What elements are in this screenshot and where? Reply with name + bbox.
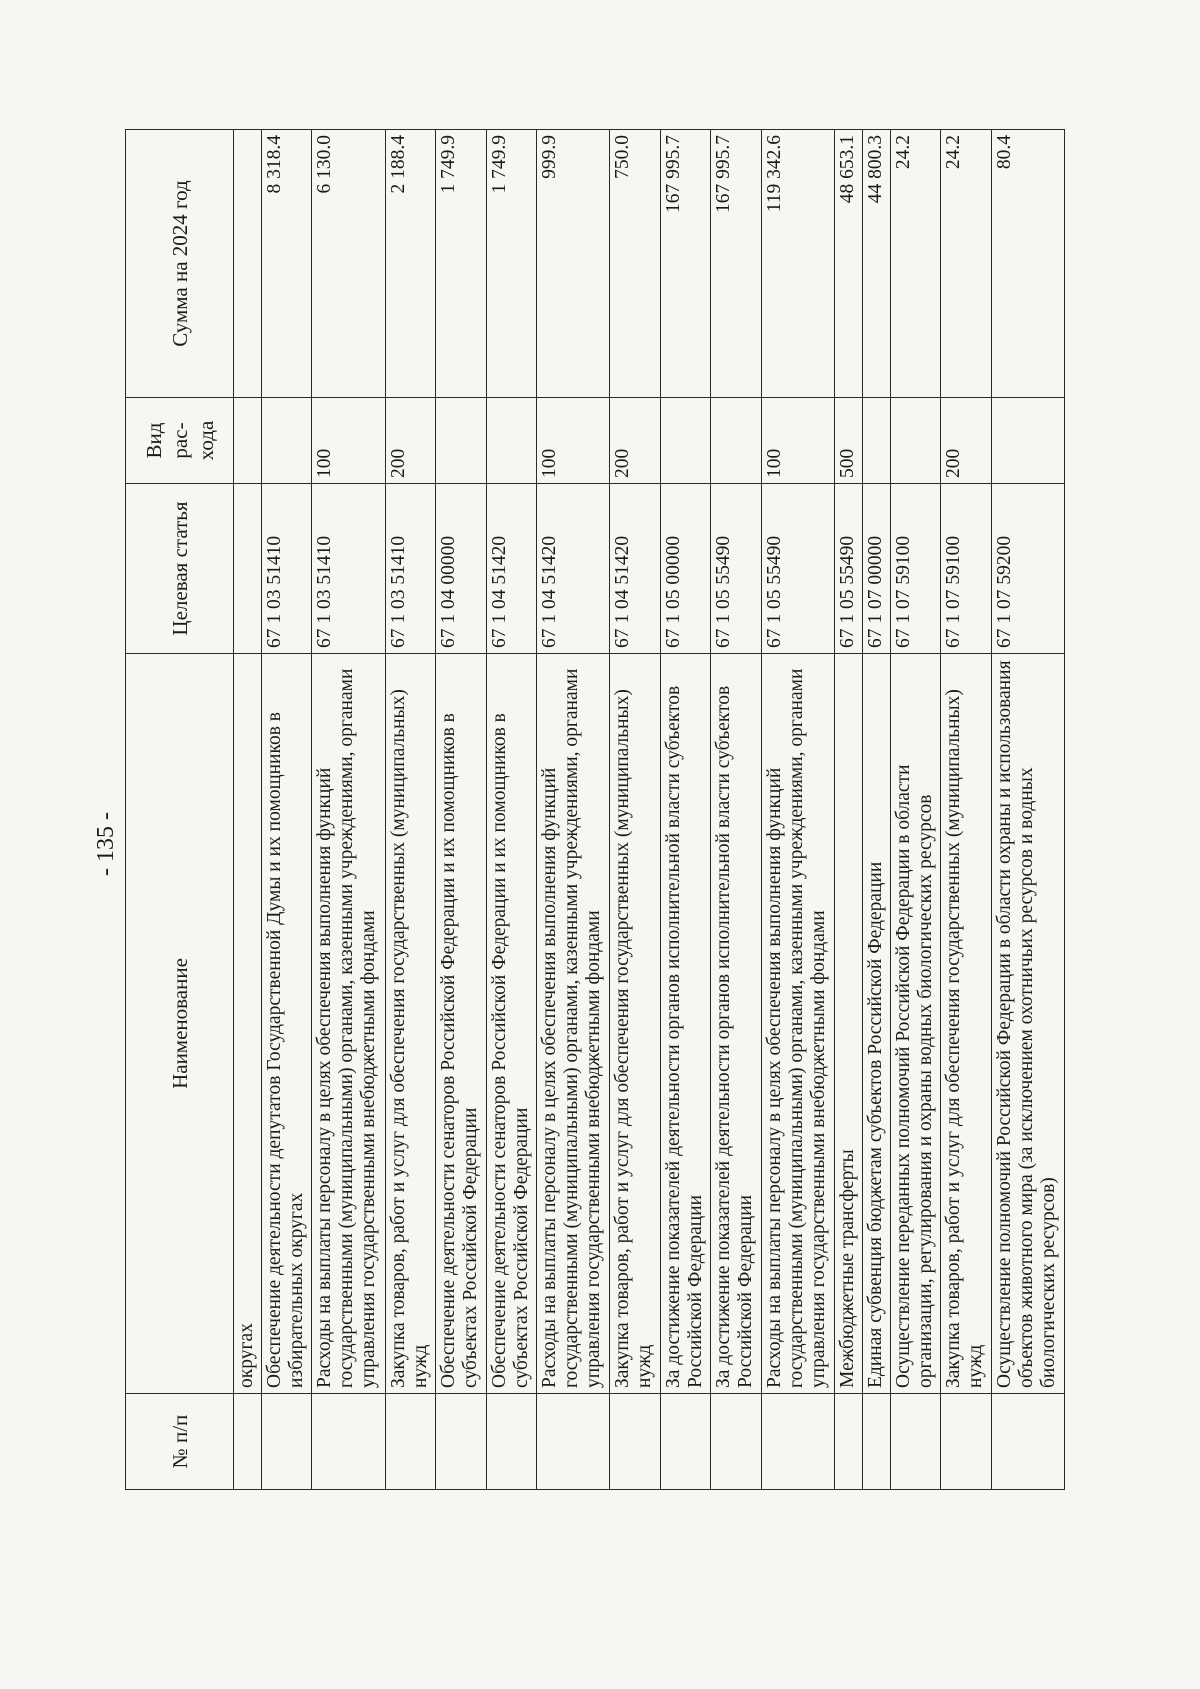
table-row [862, 130, 890, 1490]
cell-kind: 500 [835, 398, 863, 484]
cell-sum: 8 318.4 [261, 130, 312, 398]
cell-num [234, 1394, 262, 1490]
cell-kind [660, 398, 711, 484]
cell-name: Обеспечение деятельности депутатов Государственной Думы и их помощников в избирательных округах [261, 654, 312, 1394]
cell-num [862, 1394, 890, 1490]
cell-code: 67 1 05 00000 [660, 484, 711, 654]
cell-code: 67 1 04 51420 [610, 484, 661, 654]
header-name: Наименование [126, 654, 234, 1394]
cell-kind [991, 398, 1064, 484]
cell-sum: 119 342.6 [761, 130, 834, 398]
cell-kind [862, 398, 890, 484]
cell-name: округах [234, 654, 262, 1394]
budget-table [125, 129, 1065, 1490]
cell-sum: 1 749.9 [486, 130, 537, 398]
table-row [385, 130, 436, 1490]
cell-code: 67 1 03 51410 [261, 484, 312, 654]
cell-code: 67 1 04 51420 [486, 484, 537, 654]
cell-num [610, 1394, 661, 1490]
table-row [991, 130, 1064, 1490]
cell-name: Расходы на выплаты персоналу в целях обеспечения выполнения функций государственными (муниципальными) органами, казенными учреждениями, органами управления государственными внебюджетными фондами [761, 654, 834, 1394]
table-row [234, 130, 262, 1490]
cell-sum: 44 800.3 [862, 130, 890, 398]
cell-name: Закупка товаров, работ и услуг для обеспечения государственных (муниципальных) нужд [385, 654, 436, 1394]
cell-kind [234, 398, 262, 484]
cell-num [486, 1394, 537, 1490]
cell-kind: 100 [537, 398, 610, 484]
table-row [660, 130, 711, 1490]
cell-code: 67 1 03 51410 [312, 484, 385, 654]
table-row [261, 130, 312, 1490]
cell-sum: 999.9 [537, 130, 610, 398]
cell-kind [711, 398, 762, 484]
cell-sum: 2 188.4 [385, 130, 436, 398]
cell-name: За достижение показателей деятельности органов исполнительной власти субъектов Российской Федерации [711, 654, 762, 1394]
cell-code: 67 1 07 00000 [862, 484, 890, 654]
cell-kind [890, 398, 941, 484]
table-row [486, 130, 537, 1490]
page-number: - 135 - [93, 812, 119, 876]
header-num: № п/п [126, 1394, 234, 1490]
cell-name: Расходы на выплаты персоналу в целях обеспечения выполнения функций государственными (муниципальными) органами, казенными учреждениями, органами управления государственными внебюджетными фондами [312, 654, 385, 1394]
cell-code [234, 484, 262, 654]
cell-sum: 24.2 [941, 130, 992, 398]
cell-kind [436, 398, 487, 484]
cell-sum [234, 130, 262, 398]
cell-sum: 48 653.1 [835, 130, 863, 398]
cell-name: Осуществление переданных полномочий Российской Федерации в области организации, регулирования и охраны водных биологических ресурсов [890, 654, 941, 1394]
cell-name: Обеспечение деятельности сенаторов Российской Федерации и их помощников в субъектах Российской Федерации [436, 654, 487, 1394]
cell-num [385, 1394, 436, 1490]
cell-kind: 200 [941, 398, 992, 484]
cell-num [991, 1394, 1064, 1490]
table-row [537, 130, 610, 1490]
cell-name: Закупка товаров, работ и услуг для обеспечения государственных (муниципальных) нужд [610, 654, 661, 1394]
cell-num [711, 1394, 762, 1490]
cell-kind: 200 [385, 398, 436, 484]
table-body [234, 130, 1065, 1490]
cell-code: 67 1 07 59200 [991, 484, 1064, 654]
table-row [941, 130, 992, 1490]
cell-name: За достижение показателей деятельности органов исполнительной власти субъектов Российской Федерации [660, 654, 711, 1394]
cell-sum: 167 995.7 [660, 130, 711, 398]
cell-num [660, 1394, 711, 1490]
table-row [312, 130, 385, 1490]
cell-code: 67 1 04 00000 [436, 484, 487, 654]
cell-code: 67 1 07 59100 [890, 484, 941, 654]
cell-num [312, 1394, 385, 1490]
cell-name: Единая субвенция бюджетам субъектов Российской Федерации [862, 654, 890, 1394]
cell-name: Осуществление полномочий Российской Федерации в области охраны и использования объектов животного мира (за исключением охотничьих ресурсов и водных биологических ресурсов) [991, 654, 1064, 1394]
table-row [610, 130, 661, 1490]
cell-name: Расходы на выплаты персоналу в целях обеспечения выполнения функций государственными (муниципальными) органами, казенными учреждениями, органами управления государственными внебюджетными фондами [537, 654, 610, 1394]
table-row [835, 130, 863, 1490]
table-row [761, 130, 834, 1490]
budget-table-container [125, 130, 1065, 1490]
table-header-row [126, 130, 234, 1490]
cell-kind [261, 398, 312, 484]
cell-num [436, 1394, 487, 1490]
cell-num [941, 1394, 992, 1490]
cell-sum: 80.4 [991, 130, 1064, 398]
cell-name: Обеспечение деятельности сенаторов Российской Федерации и их помощников в субъектах Российской Федерации [486, 654, 537, 1394]
cell-code: 67 1 03 51410 [385, 484, 436, 654]
cell-name: Закупка товаров, работ и услуг для обеспечения государственных (муниципальных) нужд [941, 654, 992, 1394]
cell-sum: 24.2 [890, 130, 941, 398]
cell-code: 67 1 07 59100 [941, 484, 992, 654]
header-code: Целевая статья [126, 484, 234, 654]
table-row [436, 130, 487, 1490]
table-row [890, 130, 941, 1490]
cell-kind: 100 [761, 398, 834, 484]
cell-code: 67 1 05 55490 [835, 484, 863, 654]
cell-sum: 750.0 [610, 130, 661, 398]
cell-num [761, 1394, 834, 1490]
cell-code: 67 1 05 55490 [711, 484, 762, 654]
header-sum: Сумма на 2024 год [126, 130, 234, 398]
cell-name: Межбюджетные трансферты [835, 654, 863, 1394]
cell-code: 67 1 05 55490 [761, 484, 834, 654]
cell-kind: 200 [610, 398, 661, 484]
cell-kind: 100 [312, 398, 385, 484]
cell-sum: 6 130.0 [312, 130, 385, 398]
table-row [711, 130, 762, 1490]
cell-code: 67 1 04 51420 [537, 484, 610, 654]
header-kind: Вид рас- хода [126, 398, 234, 484]
cell-kind [486, 398, 537, 484]
cell-num [835, 1394, 863, 1490]
cell-num [537, 1394, 610, 1490]
cell-num [890, 1394, 941, 1490]
cell-sum: 167 995.7 [711, 130, 762, 398]
cell-num [261, 1394, 312, 1490]
cell-sum: 1 749.9 [436, 130, 487, 398]
